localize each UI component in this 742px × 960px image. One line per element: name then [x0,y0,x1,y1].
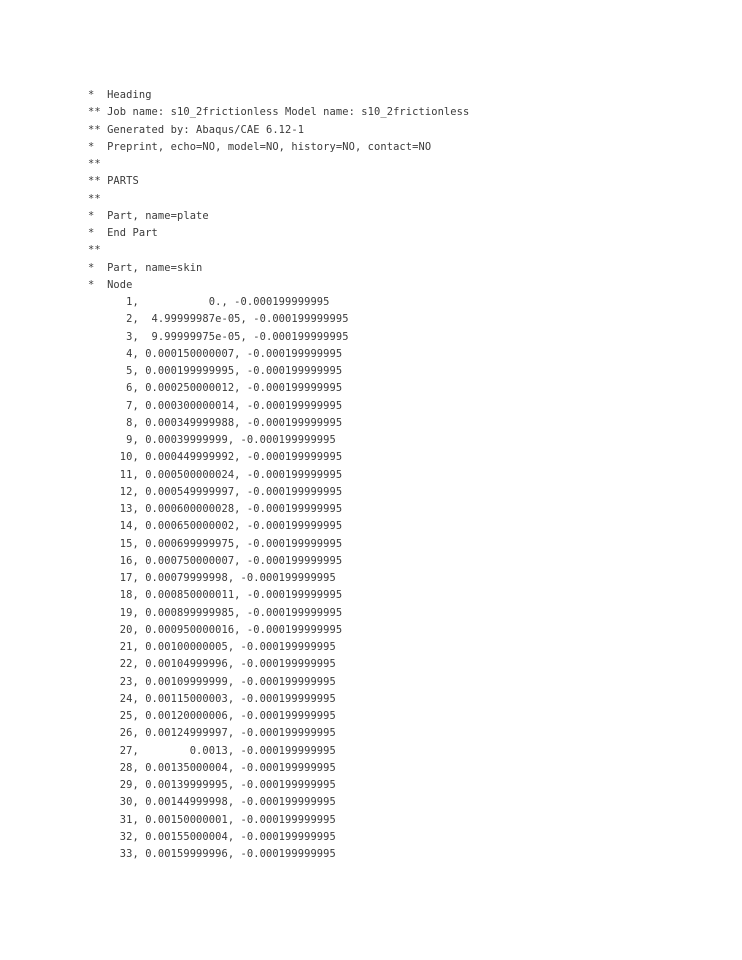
node-line: 11, 0.000500000024, -0.000199999995 [88,468,343,481]
comment-line: ** [88,244,101,257]
generated-by-comment-line: ** Generated by: Abaqus/CAE 6.12-1 [88,123,305,136]
end-part-keyword-line: * End Part [88,227,158,239]
preprint-keyword-line: * Preprint, echo=NO, model=NO, history=NO, contact=NO [88,140,432,153]
node-line: 12, 0.000549999997, -0.000199999995 [88,485,343,498]
job-name-comment-line: ** Job name: s10_2frictionless Model name: s10_2frictionless [88,106,470,119]
node-line: 28, 0.00135000004, -0.000199999995 [88,761,336,774]
node-line: 4, 0.000150000007, -0.000199999995 [88,347,343,360]
node-line: 20, 0.000950000016, -0.000199999995 [88,623,343,636]
node-line: 22, 0.00104999996, -0.000199999995 [88,658,336,671]
node-line: 15, 0.000699999975, -0.000199999995 [88,537,343,550]
node-line: 8, 0.000349999988, -0.000199999995 [88,416,343,429]
node-keyword-line: * Node [88,278,133,291]
input-file-listing [88,87,469,863]
node-line: 27, 0.0013, -0.000199999995 [88,744,336,757]
node-line: 1, 0., -0.000199999995 [88,296,330,308]
node-line: 2, 4.99999987e-05, -0.000199999995 [88,313,349,326]
node-line: 9, 0.00039999999, -0.000199999995 [88,434,336,446]
node-line: 10, 0.000449999992, -0.000199999995 [88,451,343,464]
node-line: 13, 0.000600000028, -0.000199999995 [88,503,343,515]
node-line: 17, 0.00079999998, -0.000199999995 [88,572,336,584]
node-line: 24, 0.00115000003, -0.000199999995 [88,692,336,705]
node-line: 25, 0.00120000006, -0.000199999995 [88,710,336,722]
part-skin-keyword-line: * Part, name=skin [88,261,203,274]
node-line: 33, 0.00159999996, -0.000199999995 [88,848,336,860]
comment-line: ** [88,192,101,205]
node-line: 18, 0.000850000011, -0.000199999995 [88,589,343,602]
node-line: 16, 0.000750000007, -0.000199999995 [88,554,343,567]
node-line: 32, 0.00155000004, -0.000199999995 [88,830,336,843]
parts-comment-line: ** PARTS [88,175,139,188]
node-line: 6, 0.000250000012, -0.000199999995 [88,382,343,395]
node-line: 5, 0.000199999995, -0.000199999995 [88,365,343,377]
node-line: 14, 0.000650000002, -0.000199999995 [88,520,343,533]
comment-line: ** [88,158,101,170]
node-line: 23, 0.00109999999, -0.000199999995 [88,675,336,688]
node-line: 19, 0.000899999985, -0.000199999995 [88,606,343,619]
node-line: 7, 0.000300000014, -0.000199999995 [88,399,343,412]
node-line: 31, 0.00150000001, -0.000199999995 [88,813,336,826]
part-plate-keyword-line: * Part, name=plate [88,209,209,222]
node-line: 3, 9.99999975e-05, -0.000199999995 [88,330,349,343]
node-line: 29, 0.00139999995, -0.000199999995 [88,779,336,791]
node-line: 30, 0.00144999998, -0.000199999995 [88,796,336,809]
node-line: 21, 0.00100000005, -0.000199999995 [88,641,336,653]
heading-line: * Heading [88,89,152,101]
node-line: 26, 0.00124999997, -0.000199999995 [88,727,336,740]
